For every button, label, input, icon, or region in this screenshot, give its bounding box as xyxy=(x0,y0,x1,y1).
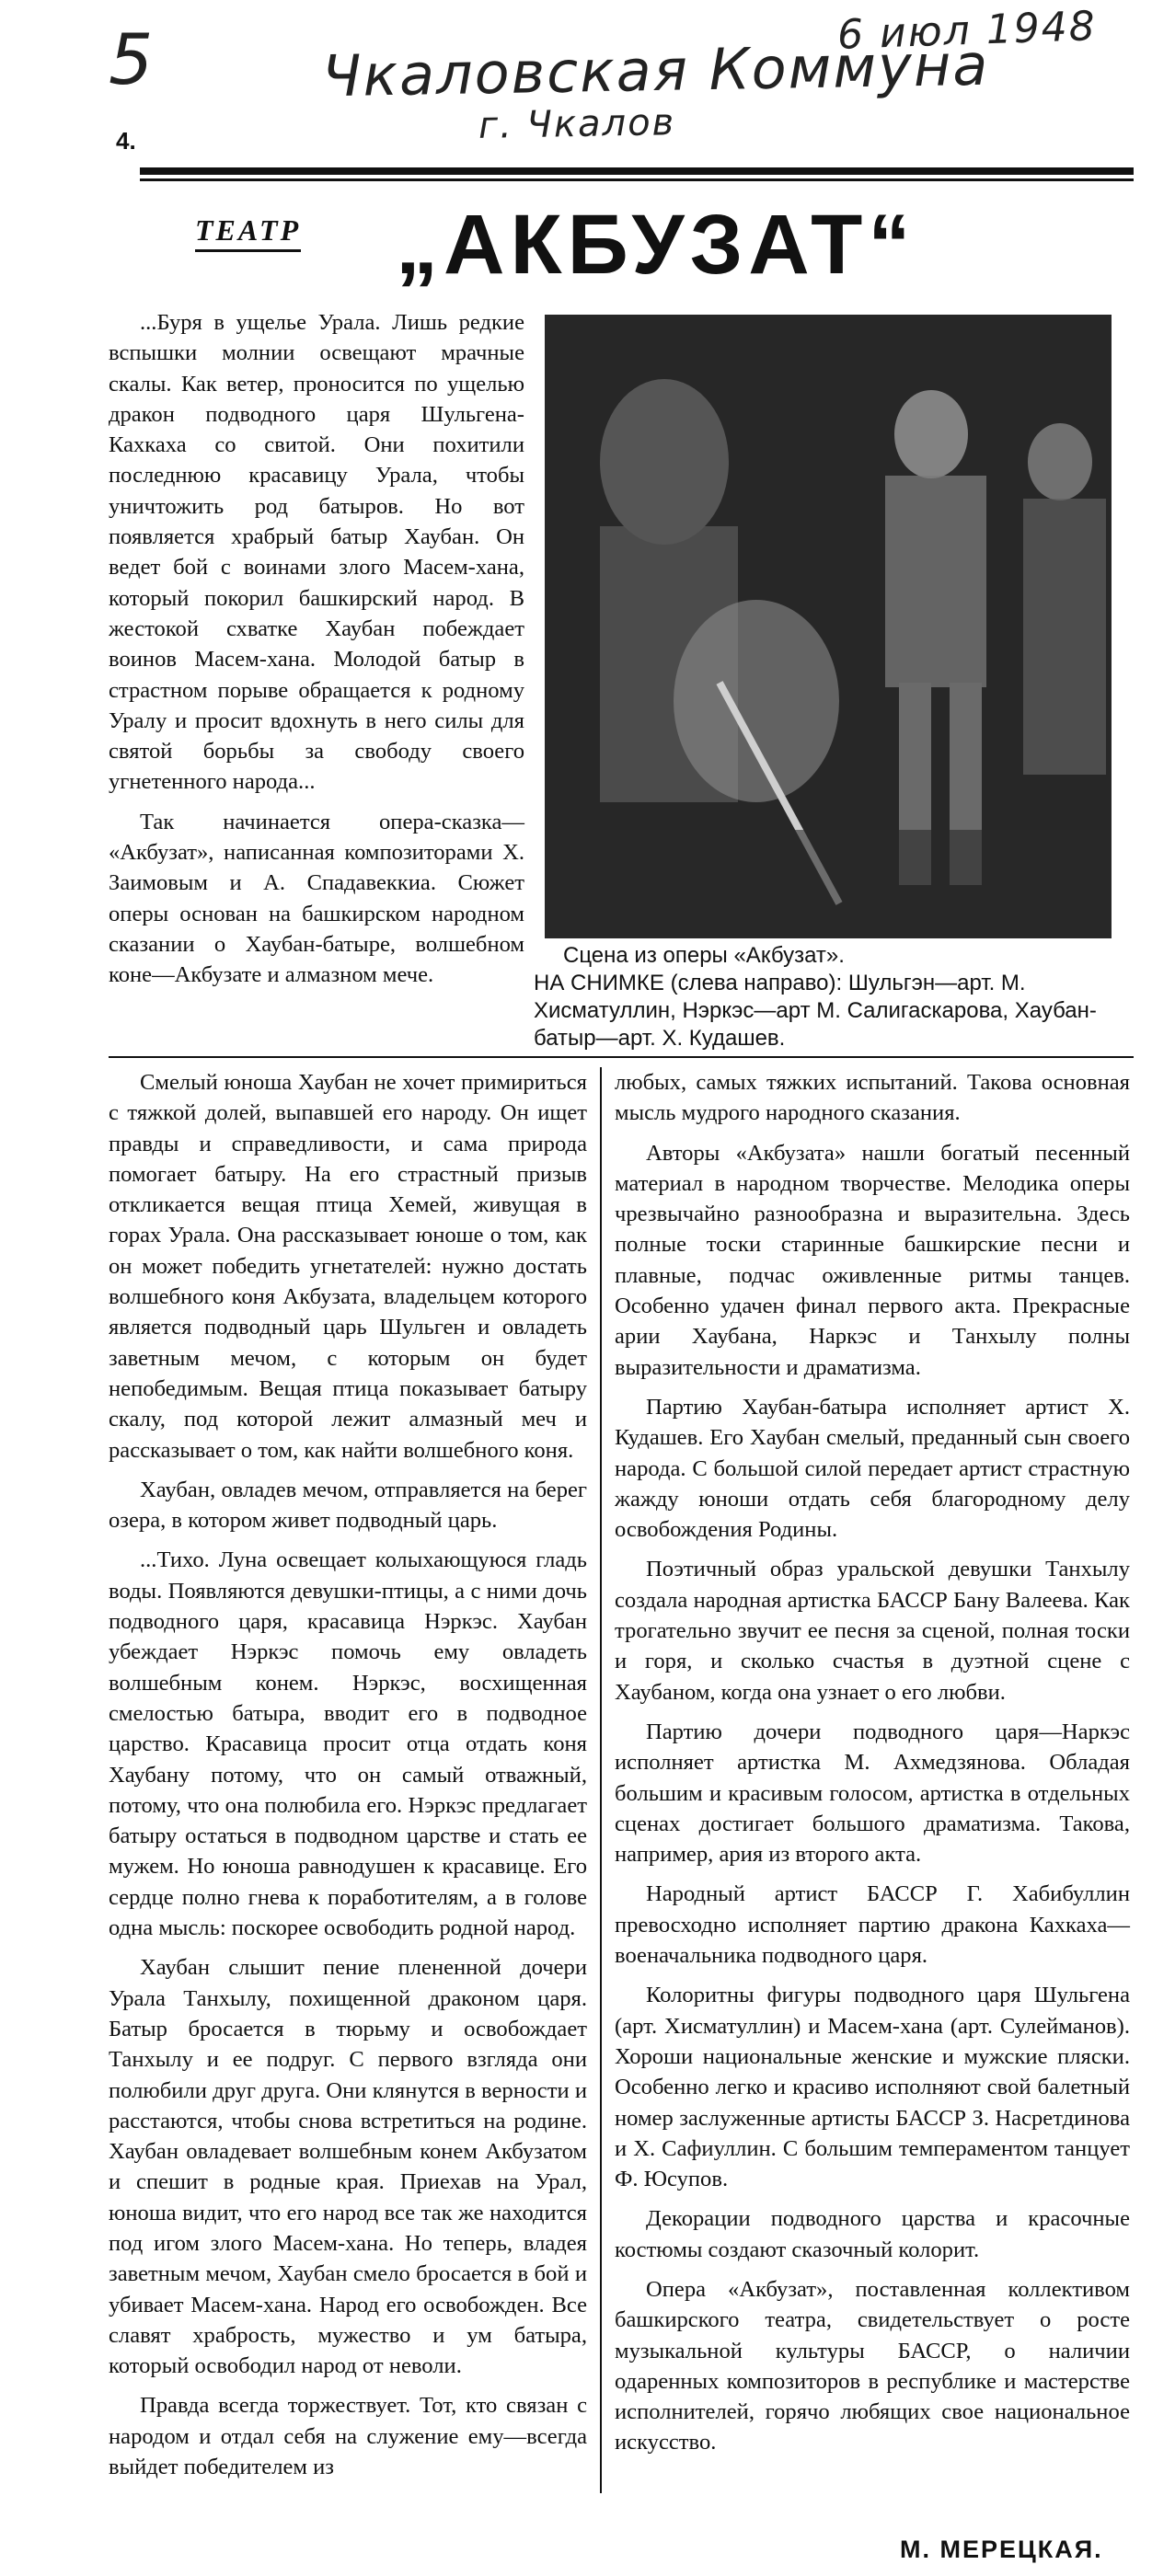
left-paragraph: Смелый юноша Хаубан не хочет примириться с тяжкой долей, выпавшей его народу. Он ищет правды и справедливости, и сама природа помогает батыру. На его страстный призыв откликается вещая птица Хемей, живущая в горах Урала. Она рассказывает юноше о том, как он может победить угнетателей: нужно достать волшебного коня Акбузата, владельцем которого является подводный царь Шульген и овладеть заветным мечом, с которым он будет непобедимым. Вещая птица показывает батыру скалу, под которой лежит алмазный меч и рассказывает о том, как найти волшебного коня. xyxy=(109,1070,587,1463)
handwritten-mark: 5 xyxy=(109,18,156,100)
opera-scene-photo xyxy=(545,315,1112,938)
header-rule-thin xyxy=(140,178,1134,181)
handwritten-city: г. Чкалов xyxy=(478,101,676,147)
header-rule-thick xyxy=(140,167,1134,175)
right-paragraph: Опера «Акбузат», поставленная коллективом башкирского театра, свидетельствует о росте музыкальной культуры БАССР, о наличии одаренных композиторов в республике и мастерстве исполнителей, горячо любящих свое национальное искусство. xyxy=(615,2276,1130,2455)
right-paragraph: Партию дочери подводного царя—Наркэс исполняет артистка М. Ахмедзянова. Обладая большим и красивым голосом, артистка в отдельных сценах достигает большого драматизма. Такова, например, ария из второго акта. xyxy=(615,1719,1130,1868)
section-label: ТЕАТР xyxy=(195,213,301,252)
right-column xyxy=(615,1067,1130,2467)
right-paragraph: Декорации подводного царства и красочные костюмы создают сказочный колорит. xyxy=(615,2206,1130,2262)
photo-caption xyxy=(534,942,1132,1052)
right-paragraph: Авторы «Акбузата» нашли богатый песенный материал в народном творчестве. Мелодика оперы чрезвычайно разнообразна и выразительна. Здесь полные тоски старинные башкирские песни и плавные, подчас оживленные ритмы танцев. Особенно удачен финал первого акта. Прекрасные арии Хаубана, Наркэс и Танхылу полны выразительности и драматизма. xyxy=(615,1140,1130,1380)
left-paragraph: ...Тихо. Луна освещает колыхающуюся гладь воды. Появляются девушки-птицы, а с ними дочь подводного царя, красавица Нэркэс. Хаубан убеждает Нэркэс помочь ему овладеть волшебным конем. Нэркэс, восхищенная смелостью батыра, вводит его в подводное царство. Красавица просит отца отдать коня Хаубану потому, что он самый отважный, потому, что она полюбила его. Нэркэс предлагает батыру остаться в подводном царстве и стать ее мужем. Но юноша равнодушен к красавице. Его сердце полно гнева к поработителям, а в голове одна мысль: поскорее освободить родной народ. xyxy=(109,1547,587,1941)
column-divider-horizontal xyxy=(109,1056,1134,1058)
photo-caption-title: Сцена из оперы «Акбузат». xyxy=(563,943,845,968)
column-divider-vertical xyxy=(600,1067,602,2493)
intro-column xyxy=(109,307,524,1000)
handwritten-date: 6 июл 1948 xyxy=(836,3,1098,59)
right-paragraph: Колоритны фигуры подводного царя Шульгена (арт. Хисматуллин) и Масем-хана (арт. Сулейманов). Хороши национальные женские и мужские пляски. Особенно легко и красиво исполняют свой балетный номер заслуженные артисты БАССР З. Насретдинова и Х. Сафиуллин. С большим темпераментом танцует Ф. Юсупов. xyxy=(615,1983,1130,2192)
intro-paragraph: ...Буря в ущелье Урала. Лишь редкие вспышки молнии освещают мрачные скалы. Как ветер, проносится по ущелью дракон подводного царя Шульгена-Кахкаха со свитой. Они похитили последнюю красавицу Урала, чтобы уничтожить род батыров. Но вот появляется храбрый батыр Хаубан. Он ведет бой с воинами злого Масем-хана, который покорил башкирский народ. В жестокой схватке Хаубан побеждает воинов Масем-хана. Молодой батыр в страстном порыве обращается к родному Уралу и просит вдохнуть в него силы для святой борьбы за свободу своего угнетенного народа... xyxy=(109,310,524,795)
author-signature: М. МЕРЕЦКАЯ. xyxy=(900,2536,1103,2563)
photo-caption-body: НА СНИМКЕ (слева направо): Шульгэн—арт. М. Хисматуллин, Нэркэс—арт М. Салигаскарова, Хаубан-батыр—арт. Х. Кудашев. xyxy=(534,971,1097,1051)
left-column xyxy=(109,1067,587,2491)
left-paragraph: Хаубан слышит пение плененной дочери Урала Танхылу, похищенной драконом царя. Батыр бросается в тюрьму и освобождает Танхылу и ее подруг. С первого взгляда они полюбили друг друга. Они клянутся в верности и расстаются, чтобы снова встретиться на родине. Хаубан овладевает волшебным конем Акбузатом и спешит в родные края. Приехав на Урал, юноша видит, что его народ все так же находится под игом злого Масем-хана. Но теперь, владея заветным мечом, Хаубан смело бросается в бой и убивает Масем-хана. Народ его освобожден. Все славят храбрость, мужество и ум батыра, который освободил народ от неволи. xyxy=(109,1955,587,2379)
right-paragraph: Народный артист БАССР Г. Хабибуллин превосходно исполняет партию дракона Кахкаха—военачальника подводного царя. xyxy=(615,1881,1130,1969)
intro-paragraph: Так начинается опера-сказка— «Акбузат», написанная композиторами Х. Заимовым и А. Спадавеккиа. Сюжет оперы основан на башкирском народном сказании о Хаубан-батыре, волшебном коне—Акбузате и алмазном мече. xyxy=(109,809,524,988)
left-paragraph: Правда всегда торжествует. Тот, кто связан с народом и отдал себя на служение ему—всегда выйдет победителем из xyxy=(109,2393,587,2480)
page-number: 4. xyxy=(116,127,136,155)
right-paragraph: Поэтичный образ уральской девушки Танхылу создала народная артистка БАССР Бану Валеева. Как трогательно звучит ее песня за сценой, полная тоски и горя, и сколько счастья в дуэтной сцене с Хаубаном, когда она узнает о его любви. xyxy=(615,1557,1130,1705)
right-paragraph: любых, самых тяжких испытаний. Такова основная мысль мудрого народного сказания. xyxy=(615,1070,1130,1126)
article-headline: „АКБУЗАТ“ xyxy=(396,198,916,292)
handwritten-newspaper-name: Чкаловская Коммуна xyxy=(321,30,990,110)
left-paragraph: Хаубан, овладев мечом, отправляется на берег озера, в котором живет подводный царь. xyxy=(109,1477,587,1534)
right-paragraph: Партию Хаубан-батыра исполняет артист Х. Кудашев. Его Хаубан смелый, преданный сын своего народа. С большой силой передает артист страстную жажду юноши отдать себя благородному делу освобождения Родины. xyxy=(615,1394,1130,1543)
